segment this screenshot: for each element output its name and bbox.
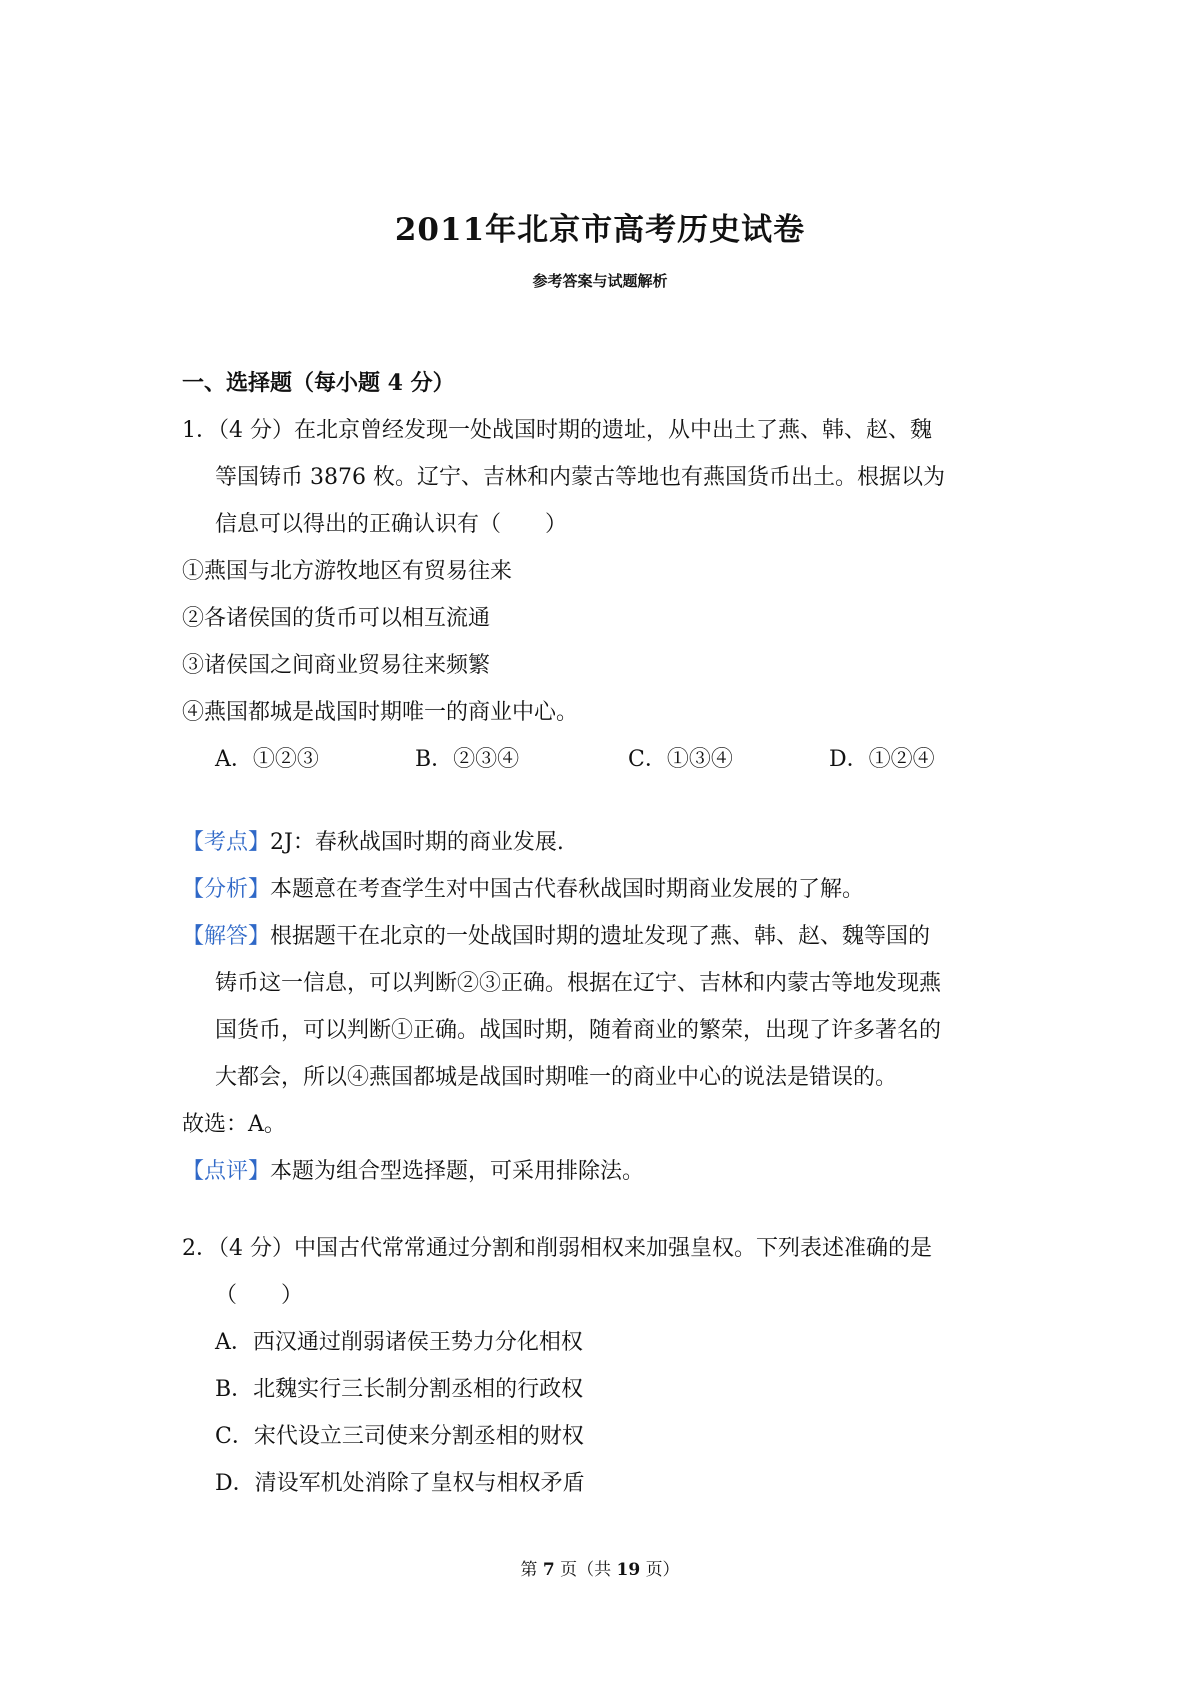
q1-fenxi	[182, 866, 1027, 913]
jieda-line-4: 大都会，所以④燕国都城是战国时期唯一的商业中心的说法是错误的。	[215, 1065, 898, 1090]
document-body	[182, 360, 1027, 1507]
q2-option-c: C．宋代设立三司使来分割丞相的财权	[215, 1424, 584, 1449]
q2-option-b: B．北魏实行三长制分割丞相的行政权	[215, 1377, 584, 1402]
q1-statement-2: ②各诸侯国的货币可以相互流通	[182, 606, 491, 631]
q1-options	[182, 736, 1027, 783]
page-title: 2011年北京市高考历史试卷	[394, 212, 806, 248]
section-heading: 一、选择题（每小题 4 分）	[182, 370, 455, 396]
question-2	[182, 1225, 1027, 1507]
spacer	[182, 783, 1027, 819]
q2-stem-line-2: （ ）	[215, 1283, 304, 1308]
fenxi-tag: 【分析】	[182, 877, 271, 902]
q1-answer: 故选：A。	[182, 1112, 286, 1137]
q1-stem-line-2: 等国铸币 3876 枚。辽宁、吉林和内蒙古等地也有燕国货币出土。根据以为	[215, 465, 945, 490]
q2-option-d: D．清设军机处消除了皇权与相权矛盾	[215, 1471, 585, 1496]
q1-dianping	[182, 1148, 1027, 1195]
q1-option-c: C．①③④	[628, 747, 733, 772]
question-1	[182, 407, 1027, 1195]
q1-option-a: A．①②③	[215, 747, 319, 772]
q1-option-b: B．②③④	[415, 747, 520, 772]
q1-statement-3: ③诸侯国之间商业贸易往来频繁	[182, 653, 491, 678]
jieda-line-1: 根据题干在北京的一处战国时期的遗址发现了燕、韩、赵、魏等国的	[270, 924, 931, 949]
kaodian-text: 2J：春秋战国时期的商业发展.	[270, 830, 564, 855]
page-subtitle: 参考答案与试题解析	[532, 272, 668, 290]
page-footer	[0, 1555, 1200, 1580]
q2-stem-line-1: 2．（4 分）中国古代常常通过分割和削弱相权来加强皇权。下列表述准确的是	[182, 1236, 932, 1261]
jieda-tag: 【解答】	[182, 924, 271, 949]
q1-kaodian	[182, 819, 1027, 866]
footer-middle: 页（共	[560, 1560, 612, 1580]
footer-total-pages: 19	[616, 1560, 641, 1580]
kaodian-tag: 【考点】	[182, 830, 271, 855]
q1-statement-4: ④燕国都城是战国时期唯一的商业中心。	[182, 700, 579, 725]
q1-stem-line-1: 1．（4 分）在北京曾经发现一处战国时期的遗址，从中出土了燕、韩、赵、魏	[182, 418, 932, 443]
dianping-text: 本题为组合型选择题，可采用排除法。	[270, 1159, 645, 1184]
q1-statement-1: ①燕国与北方游牧地区有贸易往来	[182, 559, 513, 584]
q2-option-a: A．西汉通过削弱诸侯王势力分化相权	[215, 1330, 583, 1355]
jieda-line-3: 国货币，可以判断①正确。战国时期，随着商业的繁荣，出现了许多著名的	[215, 1018, 942, 1043]
q1-stem-line-3: 信息可以得出的正确认识有（ ）	[215, 512, 568, 537]
footer-page-number: 7	[542, 1560, 555, 1580]
spacer	[182, 1195, 1027, 1225]
jieda-line-2: 铸币这一信息，可以判断②③正确。根据在辽宁、吉林和内蒙古等地发现燕	[215, 971, 942, 996]
footer-prefix: 第	[520, 1560, 538, 1580]
footer-suffix: 页）	[645, 1560, 680, 1580]
fenxi-text: 本题意在考查学生对中国古代春秋战国时期商业发展的了解。	[270, 877, 865, 902]
dianping-tag: 【点评】	[182, 1159, 271, 1184]
q1-jieda	[182, 913, 1027, 960]
q1-option-d: D．①②④	[829, 747, 935, 772]
